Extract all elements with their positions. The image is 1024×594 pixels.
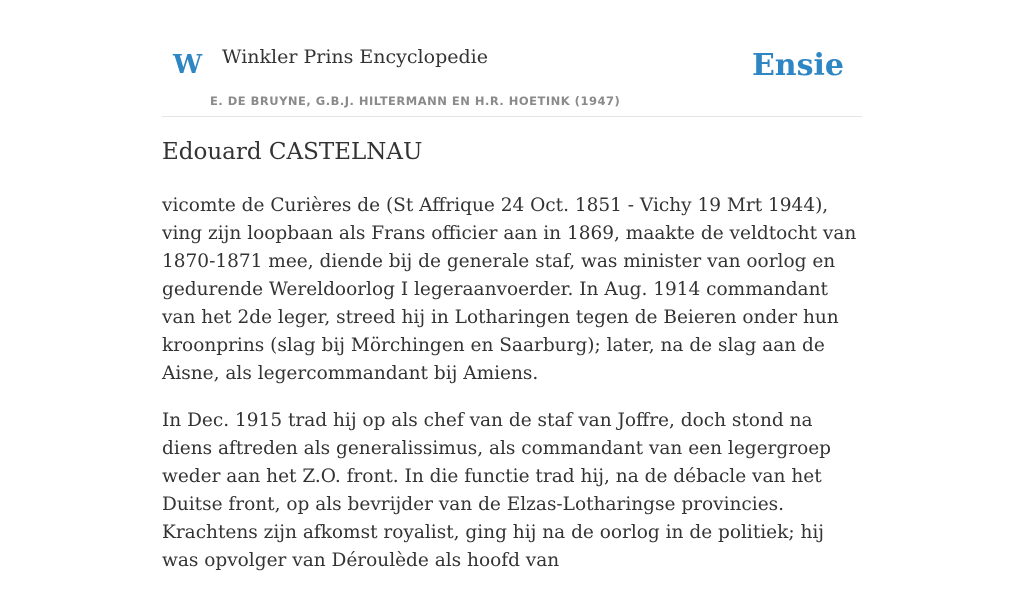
source-header: [162, 0, 862, 117]
source-title[interactable]: Winkler Prins Encyclopedie: [222, 46, 488, 68]
source-authors: E. DE BRUYNE, G.B.J. HILTERMANN EN H.R. HOETINK (1947): [210, 94, 621, 108]
article-title: Edouard CASTELNAU: [162, 139, 423, 165]
ensie-logo[interactable]: Ensie: [751, 48, 844, 83]
article-paragraph: In Dec. 1915 trad hij op als chef van de staf van Joffre, doch stond na diens aftreden als generalissimus, als commandant van een legergroep weder aan het Z.O. front. In die functie trad hij, na de débacle van het Duitse front, op als bevrijder van de Elzas-Lotharingse provincies. Krachtens zijn afkomst royalist, ging hij na de oorlog in de politiek; hij was opvolger van Déroulède als hoofd van: [162, 410, 832, 571]
winkler-prins-logo[interactable]: W: [173, 50, 203, 80]
article-body: [162, 192, 862, 594]
article-paragraph: vicomte de Curières de (St Affrique 24 Oct. 1851 - Vichy 19 Mrt 1944), ving zijn loopbaan als Frans officier aan in 1869, maakte de veldtocht van 1870-1871 mee, diende bij de generale staf, was minister van oorlog en gedurende Wereldoorlog I legeraanvoerder. In Aug. 1914 commandant van het 2de leger, streed hij in Lotharingen tegen de Beieren onder hun kroonprins (slag bij Mörchingen en Saarburg); later, na de slag aan de Aisne, als legercommandant bij Amiens.: [162, 195, 857, 384]
